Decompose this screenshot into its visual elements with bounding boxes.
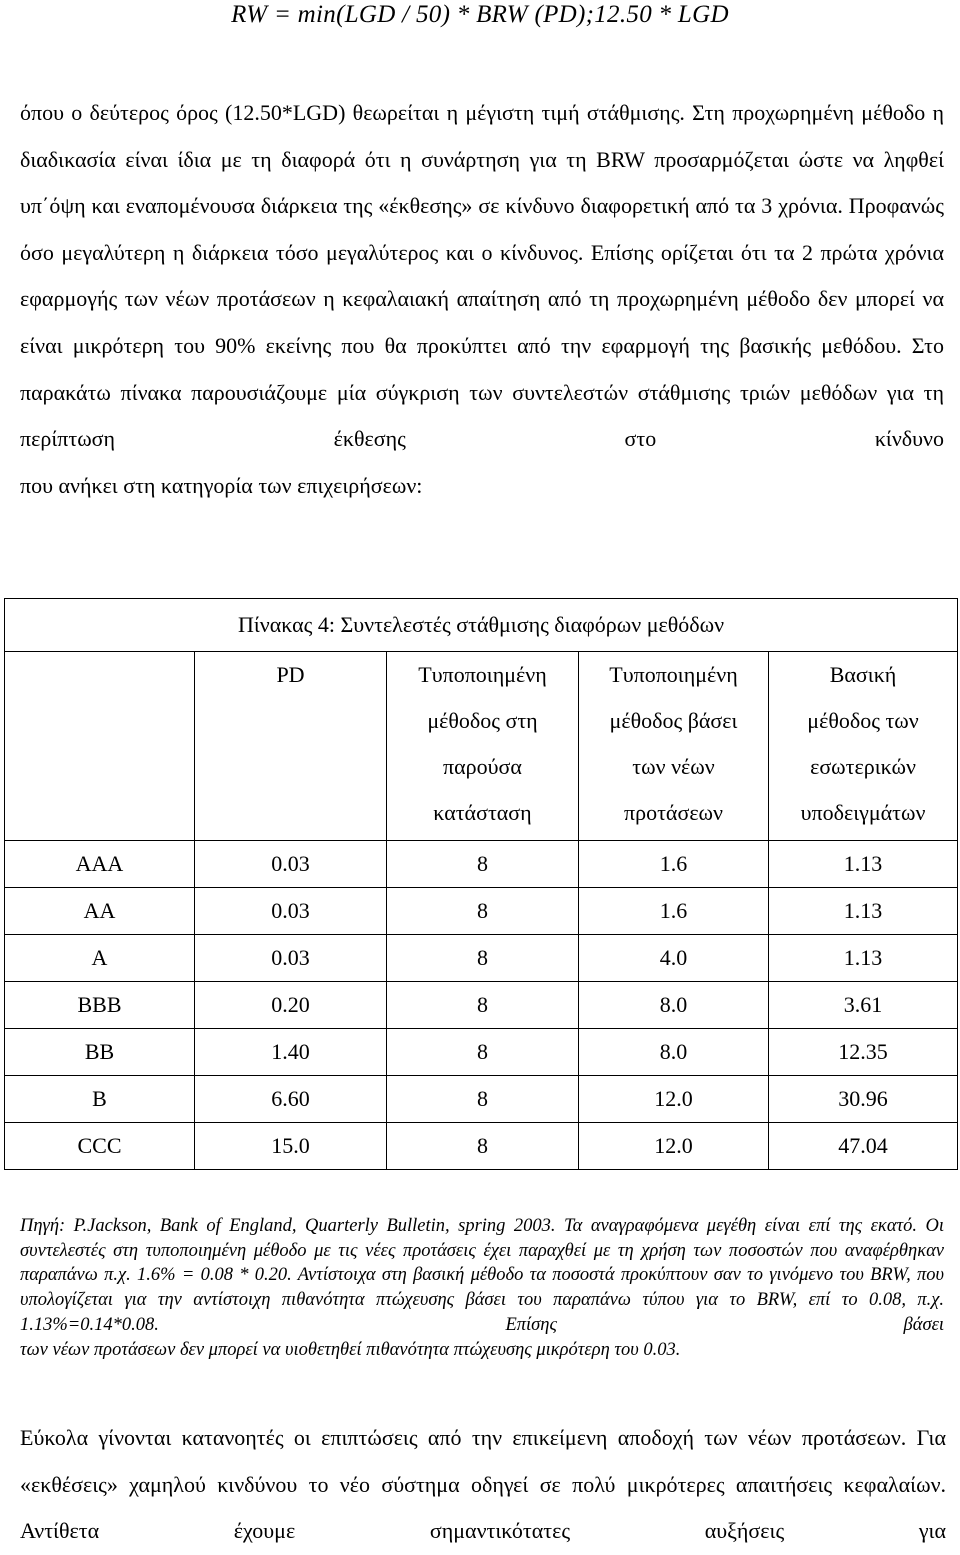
paragraph-last-line: που ανήκει στη κατηγορία των επιχειρήσεων: [20, 472, 423, 498]
standardised-current-cell: 8 [387, 1029, 579, 1076]
header-standardised-current [387, 652, 579, 841]
irb-cell: 1.13 [769, 935, 958, 982]
note-line: Πηγή: P.Jackson, Bank of England, Quarterly Bulletin, spring 2003. Τα αναγραφόμενα μεγέθη είναι επί [20, 1216, 831, 1236]
irb-cell: 30.96 [769, 1076, 958, 1123]
paragraph-line: «έκθεσης» σε κίνδυνο διαφορετική από τα 3 χρόνια. Προφανώς όσο μεγαλύτερη η [20, 193, 944, 265]
header-pd: PD [195, 652, 387, 841]
pd-cell: 0.03 [195, 935, 387, 982]
table-row [5, 1076, 958, 1123]
table-row [5, 1029, 958, 1076]
header-line: Βασική [829, 662, 897, 687]
standardised-current-cell: 8 [387, 1076, 579, 1123]
standardised-new-cell: 12.0 [579, 1123, 769, 1170]
header-line: Τυποποιημένη [609, 662, 738, 687]
standardised-new-cell: 1.6 [579, 888, 769, 935]
header-line: μέθοδος στη [427, 708, 538, 733]
paragraph-intro [20, 90, 944, 509]
header-line: μέθοδος βάσει [609, 708, 738, 733]
rating-cell: A [5, 935, 195, 982]
header-line: κατάσταση [433, 800, 532, 825]
table-row [5, 1123, 958, 1170]
table-row [5, 935, 958, 982]
paragraph-line: των συντελεστών στάθμισης τριών μεθόδων για τη περίπτωση έκθεσης στο κίνδυνο [20, 379, 945, 452]
paragraph-line: διάρκεια τόσο μεγαλύτερος και ο κίνδυνος. Επίσης ορίζεται ότι τα 2 πρώτα χρόνια [191, 239, 944, 265]
table-source-notes [20, 1214, 944, 1362]
standardised-new-cell: 12.0 [579, 1076, 769, 1123]
rating-cell: AA [5, 888, 195, 935]
pd-cell: 0.03 [195, 888, 387, 935]
standardised-new-cell: 8.0 [579, 1029, 769, 1076]
table-row [5, 841, 958, 888]
rating-cell: B [5, 1076, 195, 1123]
paragraph-line: μικρότερες απαιτήσεις κεφαλαίων. Αντίθετα έχουμε σημαντικότατες αυξήσεις για [20, 1471, 947, 1544]
header-line: υποδειγμάτων [800, 800, 926, 825]
standardised-current-cell: 8 [387, 935, 579, 982]
pd-cell: 15.0 [195, 1123, 387, 1170]
header-line: Τυποποιημένη [418, 662, 547, 687]
irb-cell: 1.13 [769, 841, 958, 888]
irb-cell: 47.04 [769, 1123, 958, 1170]
irb-cell: 12.35 [769, 1029, 958, 1076]
weights-table-container [4, 598, 957, 1170]
irb-cell: 1.13 [769, 888, 958, 935]
header-empty-cell [5, 652, 195, 841]
paragraph-line: προχωρημένη μέθοδο η διαδικασία είναι ίδια με τη διαφορά ότι η συνάρτηση για τη [20, 100, 944, 172]
pd-cell: 1.40 [195, 1029, 387, 1076]
irb-cell: 3.61 [769, 982, 958, 1029]
rating-cell: CCC [5, 1123, 195, 1170]
pd-cell: 0.20 [195, 982, 387, 1029]
note-line: ποσοστών που αναφέρθηκαν παραπάνω π.χ. 1.6% = 0.08 * 0.20. Αντίστοιχα στη βασική μέθοδο τα [20, 1240, 944, 1286]
standardised-new-cell: 1.6 [579, 841, 769, 888]
paragraph-conclusion [20, 1415, 946, 1555]
table-caption: Πίνακας 4: Συντελεστές στάθμισης διαφόρων μεθόδων [5, 599, 958, 652]
header-line: μέθοδος των [807, 708, 919, 733]
standardised-current-cell: 8 [387, 841, 579, 888]
note-line: ποσοστά προκύπτουν σαν το γινόμενο του BRW, που υπολογίζεται για την αντίστοιχη πιθανότητα [20, 1265, 945, 1311]
header-line: εσωτερικών [810, 754, 916, 779]
formula: RW = min(LGD / 50) * BRW (PD);12.50 * LGD [231, 1, 729, 28]
header-irb-foundation [769, 652, 958, 841]
paragraph-line: εφαρμογή της βασικής μεθόδου. Στο παρακάτω πίνακα παρουσιάζουμε μία σύγκριση [20, 332, 945, 405]
rating-cell: BBB [5, 982, 195, 1029]
note-last-line: των νέων προτάσεων δεν μπορεί να υιοθετηθεί πιθανότητα πτώχευσης μικρότερη του 0.03. [20, 1339, 681, 1360]
paragraph-line: όπου ο δεύτερος όρος (12.50*LGD) θεωρείται η μέγιστη τιμή στάθμισης. Στη [20, 100, 725, 125]
header-line: παρούσα [443, 754, 522, 779]
table-row [5, 888, 958, 935]
note-line: της εκατό. Οι συντελεστές στη τυποποιημένη μέθοδο με τις νέες προτάσεις έχει παραχθεί με τη χρήση των [20, 1216, 945, 1261]
paragraph-line: εφαρμογής των νέων προτάσεων η κεφαλαιακή απαίτηση από τη προχωρημένη [20, 286, 739, 312]
rating-cell: BB [5, 1029, 195, 1076]
paragraph-line: BRW προσαρμόζεται ώστε να ληφθεί υπ΄όψη και εναπομένουσα διάρκεια της [20, 146, 944, 219]
standardised-new-cell: 8.0 [579, 982, 769, 1029]
paragraph-line: Εύκολα γίνονται κατανοητές οι επιπτώσεις από την επικείμενη αποδοχή των [20, 1425, 738, 1450]
standardised-current-cell: 8 [387, 1123, 579, 1170]
table-header-row [5, 652, 958, 841]
rating-cell: AAA [5, 841, 195, 888]
pd-cell: 0.03 [195, 841, 387, 888]
standardised-new-cell: 4.0 [579, 935, 769, 982]
header-line: των νέων [632, 754, 715, 779]
pd-cell: 6.60 [195, 1076, 387, 1123]
paragraph-line: μέθοδο δεν μπορεί να είναι μικρότερη του 90% εκείνης που θα προκύπτει από την [20, 286, 944, 358]
standardised-current-cell: 8 [387, 888, 579, 935]
header-line: προτάσεων [624, 800, 723, 825]
standardised-current-cell: 8 [387, 982, 579, 1029]
header-standardised-new [579, 652, 769, 841]
table-row [5, 982, 958, 1029]
note-line: πτώχευσης βάσει του παραπάνω τύπου για το BRW, επί το 0.08, π.χ. 1.13%=0.14*0.08. Επίσης βάσει [20, 1290, 944, 1335]
weights-table [4, 598, 958, 1170]
paragraph-line: νέων προτάσεων. Για «εκθέσεις» χαμηλού κινδύνου το νέο σύστημα οδηγεί σε πολύ [20, 1425, 946, 1497]
